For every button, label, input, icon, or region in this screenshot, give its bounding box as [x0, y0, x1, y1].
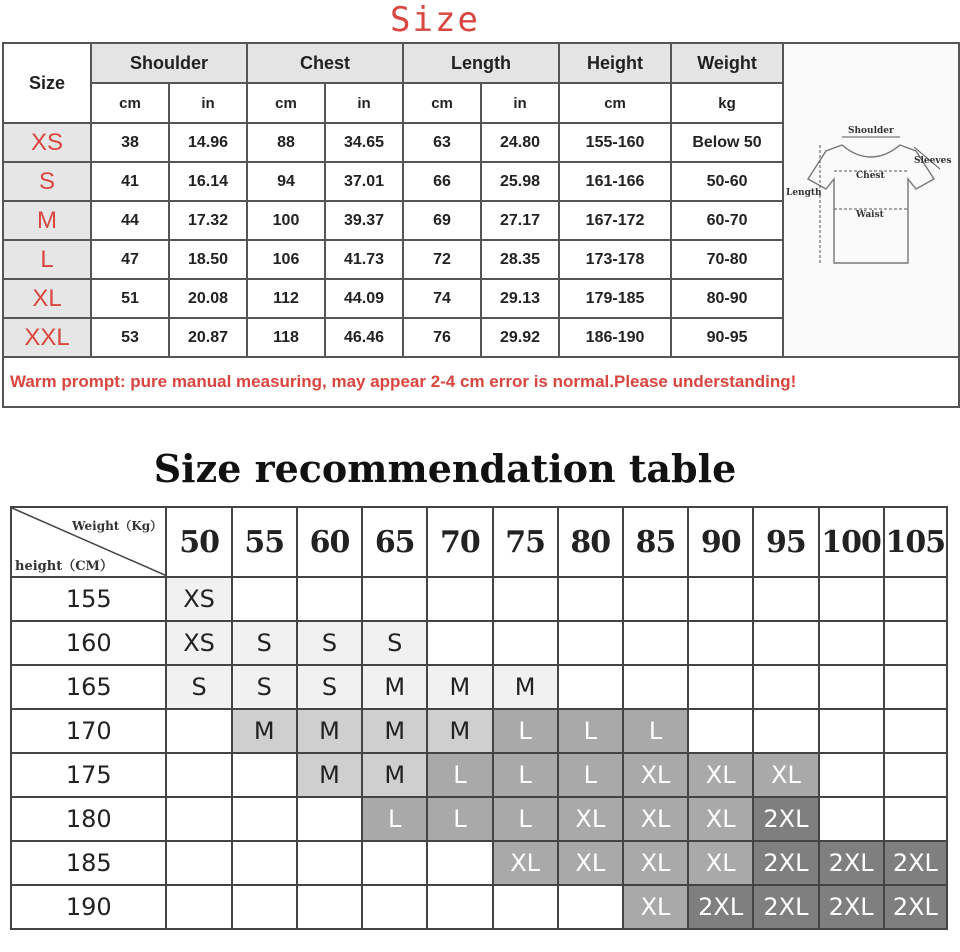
recommendation-cell [493, 885, 558, 929]
measure-cell: 34.65 [325, 123, 403, 162]
recommendation-cell [427, 577, 492, 621]
recommendation-cell: XL [623, 841, 688, 885]
recommendation-cell: M [427, 665, 492, 709]
recommendation-cell [884, 797, 947, 841]
height-label: 170 [11, 709, 166, 753]
recommendation-cell [753, 709, 818, 753]
weight-axis-label: Weight（Kg） [72, 519, 163, 533]
recommendation-cell: XL [623, 797, 688, 841]
recommendation-cell [819, 709, 884, 753]
measure-cell: 20.87 [169, 318, 247, 357]
height-label: 165 [11, 665, 166, 709]
size-label: XXL [3, 318, 91, 357]
size-label: M [3, 201, 91, 240]
unit-cell: in [325, 83, 403, 123]
recommendation-cell [819, 577, 884, 621]
recommendation-cell [688, 621, 753, 665]
size-chart-title: Size [390, 0, 480, 40]
measure-cell: 80-90 [671, 279, 783, 318]
measure-cell: 90-95 [671, 318, 783, 357]
recommendation-cell [558, 577, 623, 621]
recommendation-cell: 2XL [753, 841, 818, 885]
recommendation-cell: 2XL [688, 885, 753, 929]
measure-cell: 100 [247, 201, 325, 240]
weight-header: 105 [884, 507, 947, 577]
weight-header: 50 [166, 507, 231, 577]
recommendation-cell: M [362, 709, 427, 753]
recommendation-cell [819, 797, 884, 841]
recommendation-cell [427, 841, 492, 885]
recommendation-cell [232, 577, 297, 621]
recommendation-cell: M [297, 753, 362, 797]
measure-cell: 24.80 [481, 123, 559, 162]
measure-cell: 173-178 [559, 240, 671, 279]
measure-cell: 44.09 [325, 279, 403, 318]
diagram-label-chest: Chest [856, 170, 885, 181]
recommendation-cell [688, 577, 753, 621]
measure-cell: 41 [91, 162, 169, 201]
recommendation-cell: 2XL [819, 885, 884, 929]
group-header: Length [403, 43, 559, 83]
size-label: XS [3, 123, 91, 162]
recommendation-cell: L [493, 797, 558, 841]
weight-header: 75 [493, 507, 558, 577]
recommendation-cell [558, 885, 623, 929]
header-row [3, 43, 959, 83]
height-row [11, 621, 947, 665]
recommendation-cell [688, 709, 753, 753]
recommendation-cell: S [166, 665, 231, 709]
measurement-table [2, 42, 960, 408]
measure-cell: 25.98 [481, 162, 559, 201]
size-label: XL [3, 279, 91, 318]
measure-cell: 53 [91, 318, 169, 357]
unit-cell: in [169, 83, 247, 123]
recommendation-cell: L [623, 709, 688, 753]
measure-cell: 50-60 [671, 162, 783, 201]
measure-cell: 46.46 [325, 318, 403, 357]
recommendation-cell [558, 665, 623, 709]
measure-cell: 63 [403, 123, 481, 162]
recommendation-cell: L [493, 709, 558, 753]
group-header: Shoulder [91, 43, 247, 83]
recommendation-cell [623, 577, 688, 621]
measure-cell: 74 [403, 279, 481, 318]
measure-cell: 69 [403, 201, 481, 240]
recommendation-cell: M [362, 753, 427, 797]
recommendation-cell [884, 621, 947, 665]
weight-header: 70 [427, 507, 492, 577]
measure-cell: 60-70 [671, 201, 783, 240]
height-label: 190 [11, 885, 166, 929]
warning-row [3, 357, 959, 407]
recommendation-cell: XS [166, 577, 231, 621]
recommendation-cell: XL [688, 797, 753, 841]
recommendation-cell [166, 885, 231, 929]
recommendation-cell [166, 841, 231, 885]
size-label: S [3, 162, 91, 201]
recommendation-table [10, 506, 948, 930]
weight-header-row [11, 507, 947, 577]
measure-cell: 66 [403, 162, 481, 201]
recommendation-cell: M [232, 709, 297, 753]
height-label: 180 [11, 797, 166, 841]
measure-cell: 38 [91, 123, 169, 162]
group-header: Height [559, 43, 671, 83]
measure-cell: 39.37 [325, 201, 403, 240]
measure-cell: 18.50 [169, 240, 247, 279]
recommendation-cell [297, 885, 362, 929]
tshirt-diagram [783, 43, 959, 357]
measure-cell: 29.13 [481, 279, 559, 318]
recommendation-cell: XL [558, 797, 623, 841]
tshirt-measure-icon [786, 113, 956, 283]
recommendation-cell [427, 621, 492, 665]
measure-cell: 51 [91, 279, 169, 318]
recommendation-cell: L [427, 797, 492, 841]
measure-cell: 161-166 [559, 162, 671, 201]
recommendation-cell [362, 577, 427, 621]
recommendation-cell: 2XL [884, 841, 947, 885]
recommendation-cell: XL [623, 885, 688, 929]
measure-cell: 155-160 [559, 123, 671, 162]
diagram-label-length: Length [786, 187, 822, 198]
height-row [11, 709, 947, 753]
recommendation-cell: L [558, 709, 623, 753]
height-row [11, 841, 947, 885]
recommendation-cell [166, 753, 231, 797]
height-axis-label: height（CM） [15, 559, 113, 574]
unit-cell: kg [671, 83, 783, 123]
measure-cell: 17.32 [169, 201, 247, 240]
recommendation-cell [427, 885, 492, 929]
measure-cell: 29.92 [481, 318, 559, 357]
size-label: L [3, 240, 91, 279]
measure-cell: 112 [247, 279, 325, 318]
recommendation-cell: 2XL [819, 841, 884, 885]
recommendation-cell [558, 621, 623, 665]
recommendation-cell [166, 709, 231, 753]
height-row [11, 885, 947, 929]
unit-cell: in [481, 83, 559, 123]
recommendation-title: Size recommendation table [153, 446, 737, 491]
recommendation-cell [297, 797, 362, 841]
recommendation-cell [232, 797, 297, 841]
recommendation-cell [297, 577, 362, 621]
warning-text: Warm prompt: pure manual measuring, may appear 2-4 cm error is normal.Please understanding! [3, 357, 959, 407]
recommendation-cell [688, 665, 753, 709]
recommendation-cell [232, 753, 297, 797]
measure-cell: 70-80 [671, 240, 783, 279]
recommendation-cell: S [297, 665, 362, 709]
recommendation-cell: XL [753, 753, 818, 797]
recommendation-cell: S [232, 621, 297, 665]
height-row [11, 797, 947, 841]
recommendation-cell: S [362, 621, 427, 665]
weight-header: 90 [688, 507, 753, 577]
recommendation-cell: S [232, 665, 297, 709]
height-row [11, 753, 947, 797]
weight-header: 85 [623, 507, 688, 577]
recommendation-cell [819, 753, 884, 797]
recommendation-cell [884, 753, 947, 797]
recommendation-cell: XL [558, 841, 623, 885]
recommendation-cell: XL [623, 753, 688, 797]
measure-cell: 76 [403, 318, 481, 357]
unit-cell: cm [403, 83, 481, 123]
height-label: 160 [11, 621, 166, 665]
measure-cell: Below 50 [671, 123, 783, 162]
recommendation-cell [819, 621, 884, 665]
measure-cell: 37.01 [325, 162, 403, 201]
height-label: 185 [11, 841, 166, 885]
recommendation-cell: M [427, 709, 492, 753]
measure-cell: 14.96 [169, 123, 247, 162]
height-label: 155 [11, 577, 166, 621]
measure-cell: 16.14 [169, 162, 247, 201]
measure-cell: 179-185 [559, 279, 671, 318]
unit-cell: cm [247, 83, 325, 123]
recommendation-cell [819, 665, 884, 709]
recommendation-cell: 2XL [753, 885, 818, 929]
recommendation-cell: XS [166, 621, 231, 665]
recommendation-cell [493, 577, 558, 621]
recommendation-cell: S [297, 621, 362, 665]
group-header: Weight [671, 43, 783, 83]
measure-cell: 27.17 [481, 201, 559, 240]
diagram-label-sleeves: Sleeves [914, 155, 952, 166]
recommendation-cell [232, 841, 297, 885]
recommendation-cell: M [493, 665, 558, 709]
recommendation-cell [362, 841, 427, 885]
recommendation-cell: M [362, 665, 427, 709]
weight-header: 80 [558, 507, 623, 577]
weight-header: 100 [819, 507, 884, 577]
height-label: 175 [11, 753, 166, 797]
recommendation-cell: 2XL [753, 797, 818, 841]
recommendation-cell [493, 621, 558, 665]
recommendation-cell: 2XL [884, 885, 947, 929]
recommendation-cell: L [427, 753, 492, 797]
measure-cell: 20.08 [169, 279, 247, 318]
weight-header: 60 [297, 507, 362, 577]
height-row [11, 665, 947, 709]
recommendation-cell: L [558, 753, 623, 797]
measure-cell: 41.73 [325, 240, 403, 279]
height-row [11, 577, 947, 621]
diagram-label-shoulder: Shoulder [848, 125, 894, 136]
recommendation-cell: L [493, 753, 558, 797]
diagonal-divider [12, 508, 167, 576]
recommendation-cell [884, 709, 947, 753]
recommendation-cell [753, 577, 818, 621]
recommendation-cell: XL [688, 753, 753, 797]
measure-cell: 94 [247, 162, 325, 201]
unit-cell: cm [559, 83, 671, 123]
recommendation-cell: XL [493, 841, 558, 885]
unit-cell: cm [91, 83, 169, 123]
measure-cell: 167-172 [559, 201, 671, 240]
recommendation-cell: L [362, 797, 427, 841]
measure-cell: 106 [247, 240, 325, 279]
recommendation-cell [623, 621, 688, 665]
recommendation-cell [623, 665, 688, 709]
measure-cell: 28.35 [481, 240, 559, 279]
measure-cell: 44 [91, 201, 169, 240]
recommendation-cell [362, 885, 427, 929]
measure-cell: 118 [247, 318, 325, 357]
recommendation-cell [753, 621, 818, 665]
measure-cell: 88 [247, 123, 325, 162]
measure-cell: 186-190 [559, 318, 671, 357]
recommendation-cell [884, 665, 947, 709]
recommendation-cell [297, 841, 362, 885]
size-header: Size [3, 43, 91, 123]
corner-cell [11, 507, 166, 577]
weight-header: 55 [232, 507, 297, 577]
weight-header: 65 [362, 507, 427, 577]
measure-cell: 72 [403, 240, 481, 279]
recommendation-cell: M [297, 709, 362, 753]
group-header: Chest [247, 43, 403, 83]
recommendation-cell: XL [688, 841, 753, 885]
recommendation-cell [753, 665, 818, 709]
measure-cell: 47 [91, 240, 169, 279]
recommendation-cell [884, 577, 947, 621]
weight-header: 95 [753, 507, 818, 577]
recommendation-cell [232, 885, 297, 929]
recommendation-cell [166, 797, 231, 841]
diagram-label-waist: Waist [856, 209, 884, 220]
